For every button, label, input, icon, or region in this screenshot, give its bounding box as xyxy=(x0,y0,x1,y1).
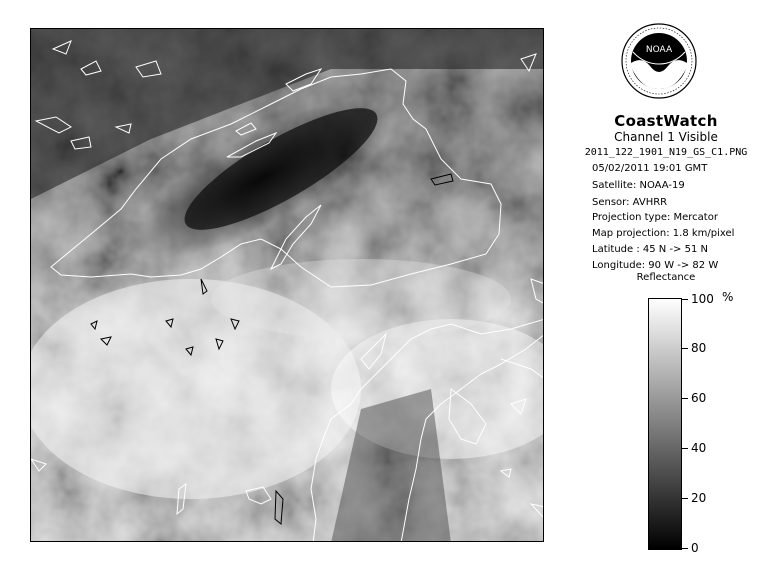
channel-label: Channel 1 Visible xyxy=(614,130,718,144)
satellite-label: Satellite: NOAA-19 xyxy=(592,180,685,191)
colorbar-tick-label: 80 xyxy=(691,341,707,355)
colorbar-tick-label: 40 xyxy=(691,441,707,455)
colorbar-tick xyxy=(682,299,688,300)
colorbar-title: Reflectance xyxy=(636,272,696,283)
satellite-image xyxy=(30,28,544,542)
colorbar-tick-label: 20 xyxy=(691,491,707,505)
filename-label: 2011_122_1901_N19_GS_C1.PNG xyxy=(584,147,748,158)
colorbar-tick xyxy=(682,498,688,499)
latitude-label: Latitude : 45 N -> 51 N xyxy=(592,244,708,255)
app-title: CoastWatch xyxy=(614,112,718,130)
colorbar-tick-label: 0 xyxy=(691,541,699,555)
datetime-label: 05/02/2011 19:01 GMT xyxy=(592,163,708,174)
colorbar-tick xyxy=(682,398,688,399)
noaa-logo-icon xyxy=(620,22,698,100)
colorbar-tick xyxy=(682,548,688,549)
noaa-logo-text: NOAA xyxy=(645,45,673,55)
colorbar-tick-label: 60 xyxy=(691,391,707,405)
colorbar-unit: % xyxy=(722,290,734,304)
projection-type-label: Projection type: Mercator xyxy=(592,212,718,223)
satellite-image-svg xyxy=(31,29,544,542)
colorbar-tick-label: 100 xyxy=(691,292,714,306)
sensor-label: Sensor: AVHRR xyxy=(592,197,668,208)
noaa-logo xyxy=(620,22,698,100)
colorbar-tick xyxy=(682,448,688,449)
colorbar xyxy=(648,298,682,550)
colorbar-tick xyxy=(682,348,688,349)
longitude-label: Longitude: 90 W -> 82 W xyxy=(592,260,719,271)
map-projection-label: Map projection: 1.8 km/pixel xyxy=(592,228,735,239)
